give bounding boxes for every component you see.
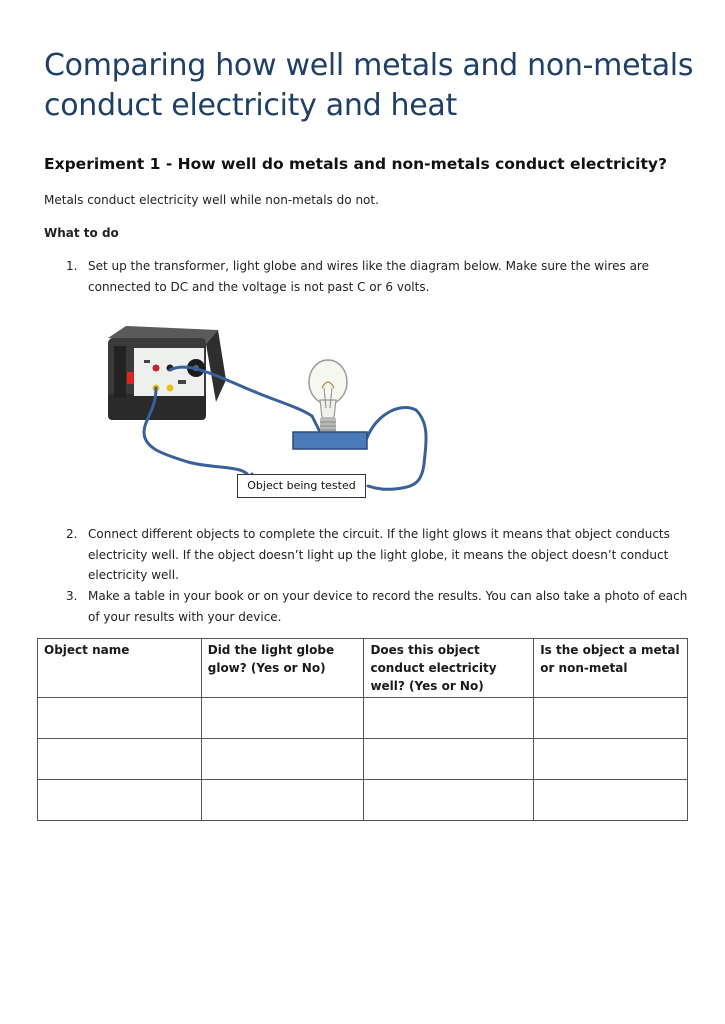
table-cell[interactable] (38, 698, 202, 739)
step-text: Set up the transformer, light globe and wires like the diagram below. Make sure the wires are connected to DC and the voltage is not past C or 6 volts. (88, 259, 649, 294)
step-number: 2. (66, 527, 78, 541)
step-text: Make a table in your book or on your device to record the results. You can also take a photo of each of your results with your device. (88, 589, 688, 624)
table-header-row (38, 639, 688, 698)
table-cell[interactable] (364, 780, 534, 821)
results-table (37, 638, 688, 821)
header-metal-or-nonmetal: Is the object a metal or non-metal (534, 639, 688, 698)
object-being-tested-label: Object being tested (237, 474, 366, 498)
step-text: Connect different objects to complete the circuit. If the light glows it means that object conducts electricity well. If the object doesn’t light up the light globe, it means the object doesn’t conduct electricity well. (88, 527, 670, 582)
header-object-name: Object name (38, 639, 202, 698)
table-cell[interactable] (201, 739, 364, 780)
globe-base (293, 432, 367, 449)
experiment-heading: Experiment 1 - How well do metals and non-metals conduct electricity? (44, 155, 667, 173)
table-cell[interactable] (38, 739, 202, 780)
page-title: Comparing how well metals and non-metals conduct electricity and heat (44, 48, 694, 123)
header-conduct-well: Does this object conduct electricity well? (Yes or No) (364, 639, 534, 698)
what-to-do-heading: What to do (44, 226, 119, 240)
step-number: 1. (66, 259, 78, 273)
table-cell[interactable] (534, 698, 688, 739)
step-number: 3. (66, 589, 78, 603)
table-cell[interactable] (201, 780, 364, 821)
table-cell[interactable] (201, 698, 364, 739)
right-wire (366, 408, 426, 490)
table-cell[interactable] (534, 739, 688, 780)
table-row (38, 780, 688, 821)
table-cell[interactable] (364, 698, 534, 739)
table-cell[interactable] (534, 780, 688, 821)
intro-text: Metals conduct electricity well while non-metals do not. (44, 193, 379, 207)
table-row (38, 739, 688, 780)
table-cell[interactable] (38, 780, 202, 821)
header-light-glow: Did the light globe glow? (Yes or No) (201, 639, 364, 698)
table-cell[interactable] (364, 739, 534, 780)
table-row (38, 698, 688, 739)
